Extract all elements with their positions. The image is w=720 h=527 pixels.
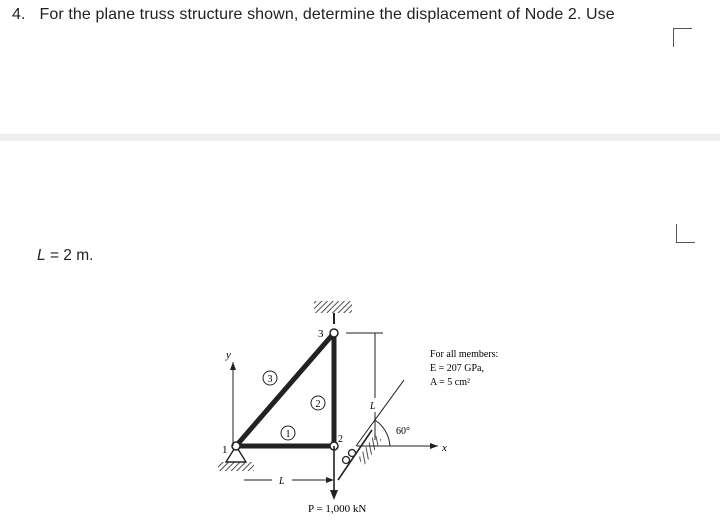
element-label-3 [263,371,277,385]
x-axis-label: x [442,442,447,454]
svg-text:2: 2 [315,399,321,410]
question-number: 4. [12,6,26,23]
node-label-1: 1 [222,444,228,456]
angle-label: 60° [396,426,410,437]
node-label-2: 2 [338,434,343,445]
node-label-3: 3 [318,328,324,340]
dim-vertical-label: L [370,401,376,412]
property-modulus: E = 207 GPa, [430,363,484,374]
element-label-1 [281,426,295,440]
ground-node-1 [218,462,254,471]
property-header: For all members: [430,349,499,360]
load-label: P = 1,000 kN [308,503,367,515]
given-variable: L [37,247,46,264]
given-value: = 2 m. [49,247,94,264]
svg-text:3: 3 [267,374,273,385]
question-body: For the plane truss structure shown, determine the displacement of Node 2. Use [39,6,615,23]
dim-horizontal-label: L [279,476,285,487]
node-3-pin [330,329,338,337]
y-axis-label: y [226,349,231,361]
ceiling-support [314,301,352,313]
svg-text:1: 1 [285,429,291,440]
property-area: A = 5 cm² [430,377,471,388]
element-label-2 [311,396,325,410]
